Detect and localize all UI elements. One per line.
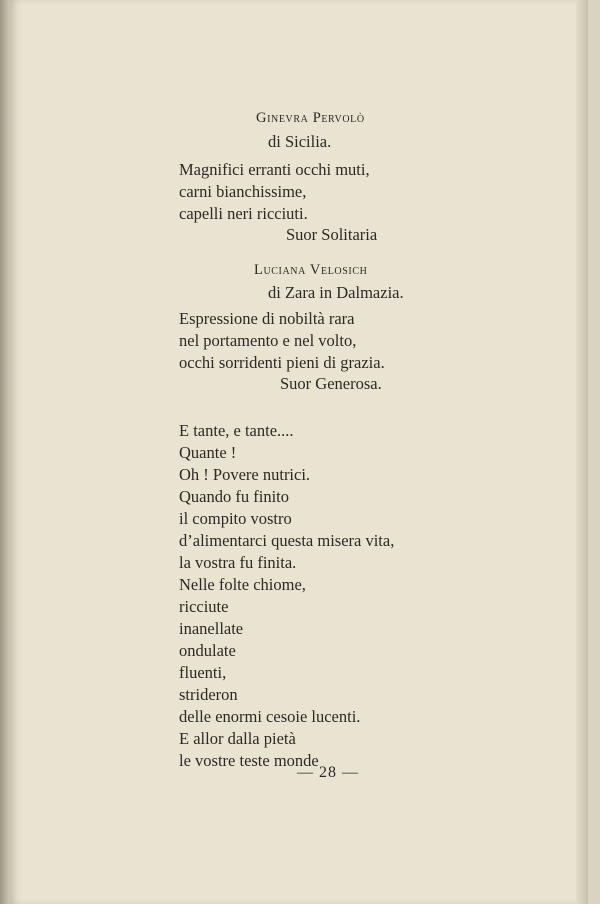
poem-line-15: E allor dalla pietà: [179, 729, 296, 748]
book-binding-shadow: [0, 0, 10, 904]
poem-line-9: ricciute: [179, 597, 229, 616]
entry-1-signature: Suor Solitaria: [286, 225, 378, 244]
entry-1-line-2: carni bianchissime,: [179, 182, 307, 201]
poem-line-3: Oh ! Povere nutrici.: [179, 465, 311, 484]
poem-line-7: la vostra fu finita.: [179, 553, 297, 572]
entry-2-origin: di Zara in Dalmazia.: [268, 283, 404, 302]
poem-line-13: strideron: [179, 685, 238, 704]
entry-2-first-name: Luciana: [254, 262, 306, 278]
entry-1-line-3: capelli neri ricciuti.: [179, 204, 308, 223]
poem-line-1: E tante, e tante....: [179, 421, 294, 440]
poem-line-2: Quante !: [179, 443, 237, 462]
entry-2-line-1: Espressione di nobiltà rara: [179, 309, 355, 328]
book-page: [10, 0, 588, 904]
poem-line-11: ondulate: [179, 641, 236, 660]
poem-line-8: Nelle folte chiome,: [179, 575, 306, 594]
entry-2-last-name: Velosich: [309, 262, 368, 278]
entry-1-name: [256, 108, 365, 128]
page-number: — 28 —: [297, 764, 359, 781]
entry-2-name: [254, 260, 367, 280]
page-edge: [576, 0, 588, 904]
entry-2-line-3: occhi sorridenti pieni di grazia.: [179, 353, 385, 372]
entry-2-signature: Suor Generosa.: [280, 374, 382, 393]
poem-line-5: il compito vostro: [179, 509, 292, 528]
entry-1-origin: di Sicilia.: [268, 132, 332, 151]
poem-line-4: Quando fu finito: [179, 487, 289, 506]
poem-line-14: delle enormi cesoie lucenti.: [179, 707, 361, 726]
entry-1-last-name: Pervolò: [312, 110, 365, 126]
entry-1-first-name: Ginevra: [256, 110, 309, 126]
poem-line-16: le vostre teste monde: [179, 751, 319, 770]
poem-line-6: d’alimentarci questa misera vita,: [179, 531, 395, 550]
poem-line-12: fluenti,: [179, 663, 227, 682]
poem-line-10: inanellate: [179, 619, 244, 638]
entry-2-line-2: nel portamento e nel volto,: [179, 331, 357, 350]
entry-1-line-1: Magnifici erranti occhi muti,: [179, 160, 370, 179]
